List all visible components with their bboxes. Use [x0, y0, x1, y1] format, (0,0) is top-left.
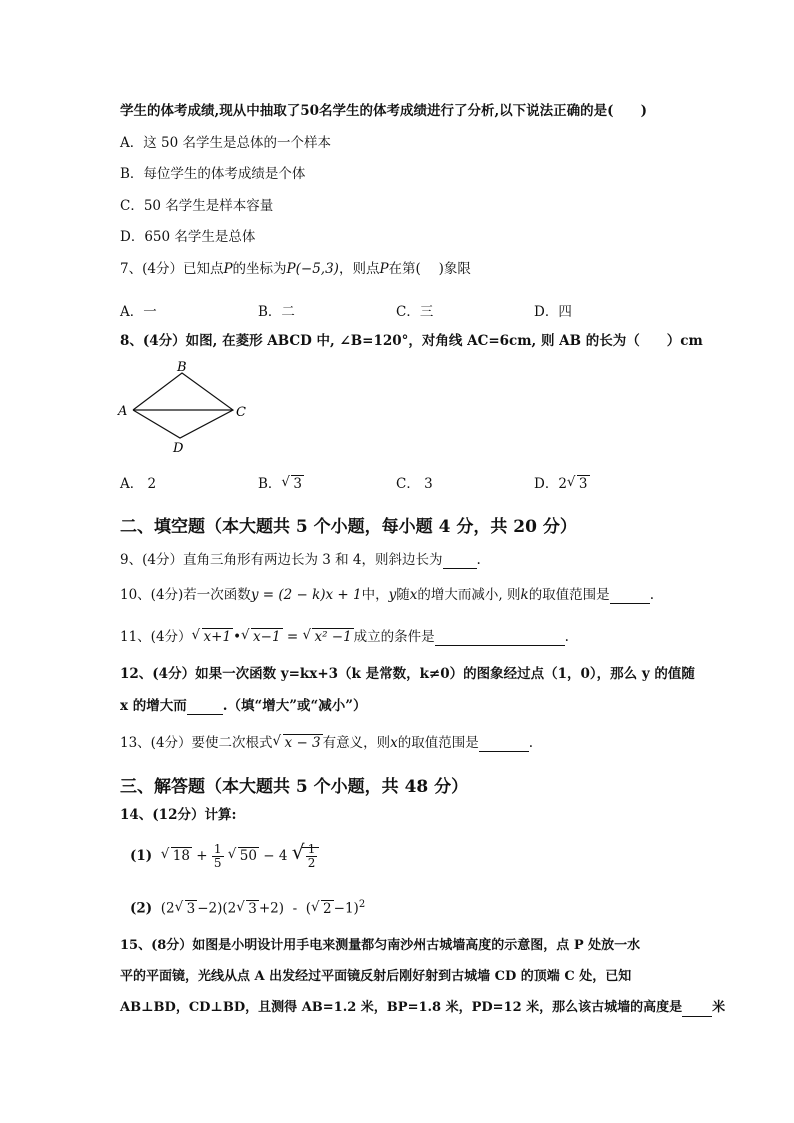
q7-option-a: A．一 [120, 304, 157, 320]
q7-option-b: B．二 [258, 304, 295, 320]
q7-option-c: C．三 [396, 304, 434, 320]
q9-stem: 9、(4分）直角三角形有两边长为 3 和 4，则斜边长为 . [120, 552, 481, 568]
q8-option-c: C． 3 [396, 476, 433, 492]
q8-stem: 8、(4分）如图, 在菱形 ABCD 中, ∠B=120°，对角线 AC=6cm, 则 AB 的长为（ ）cm [120, 333, 703, 349]
q14-part1: (1) √ 18 + $\frac{1}{5}$ √ 50 − 4 √ $\frac{1}{2}$ [130, 842, 319, 870]
q6-option-c: C．50 名学生是样本容量 [120, 198, 274, 214]
q7-stem: 7、(4分）已知点P的坐标为P(−5,3)，则点P在第( )象限 [120, 261, 471, 277]
vertex-b-label: B [177, 360, 187, 375]
q6-option-d: D．650 名学生是总体 [120, 229, 256, 245]
q13-stem: 13、(4分）要使二次根式 √ x − 3 有意义，则x的取值范围是 . [120, 733, 534, 751]
q6-stem: 学生的体考成绩,现从中抽取了50名学生的体考成绩进行了分析,以下说法正确的是( ) [120, 103, 647, 119]
q10-stem: 10、(4分)若一次函数y = (2 − k)x + 1中，y随x的增大而减小, 则k的取值范围是 . [120, 587, 654, 603]
q12-line2: x 的增大而 .（填“增大”或“减小”） [120, 698, 367, 714]
q6-option-a: A．这 50 名学生是总体的一个样本 [120, 135, 332, 151]
q15-line2: 平的平面镜，光线从点 A 出发经过平面镜反射后刚好射到古城墙 CD 的顶端 C 处，已知 [120, 969, 632, 984]
q8-option-d: D．2 √ 3 [534, 474, 588, 492]
rhombus-outline [133, 373, 233, 438]
q6-option-b: B．每位学生的体考成绩是个体 [120, 166, 306, 182]
q11-stem: 11、(4分） √ x+1 • √ x−1 = √ x² −1 成立的条件是 . [120, 627, 569, 645]
q15-line1: 15、(8分）如图是小明设计用手电来测量都匀南沙州古城墙高度的示意图，点 P 处放一水 [120, 938, 641, 953]
section-2-heading: 二、填空题（本大题共 5 个小题，每小题 4 分，共 20 分） [120, 517, 577, 537]
q15-line3: AB⊥BD，CD⊥BD，且测得 AB=1.2 米，BP=1.8 米，PD=12 米，那么该古城墙的高度是 米 [120, 1000, 726, 1015]
vertex-c-label: C [236, 405, 246, 420]
vertex-d-label: D [173, 441, 184, 456]
q8-option-b: B． √ 3 [258, 474, 303, 492]
q14-part2: (2) (2 √ 3 −2)(2 √ 3 +2) - ( √ 2 −1)$^2$ [130, 898, 366, 917]
rhombus-figure [115, 358, 255, 456]
q7-option-d: D．四 [534, 304, 572, 320]
q14-stem: 14、(12分）计算: [120, 807, 237, 823]
section-3-heading: 三、解答题（本大题共 5 个小题，共 48 分） [120, 777, 469, 797]
q8-option-a: A． 2 [120, 476, 157, 492]
vertex-a-label: A [118, 404, 128, 419]
q12-line1: 12、(4分）如果一次函数 y=kx+3（k 是常数，k≠0）的图象经过点（1，0），那么 y 的值随 [120, 666, 695, 682]
